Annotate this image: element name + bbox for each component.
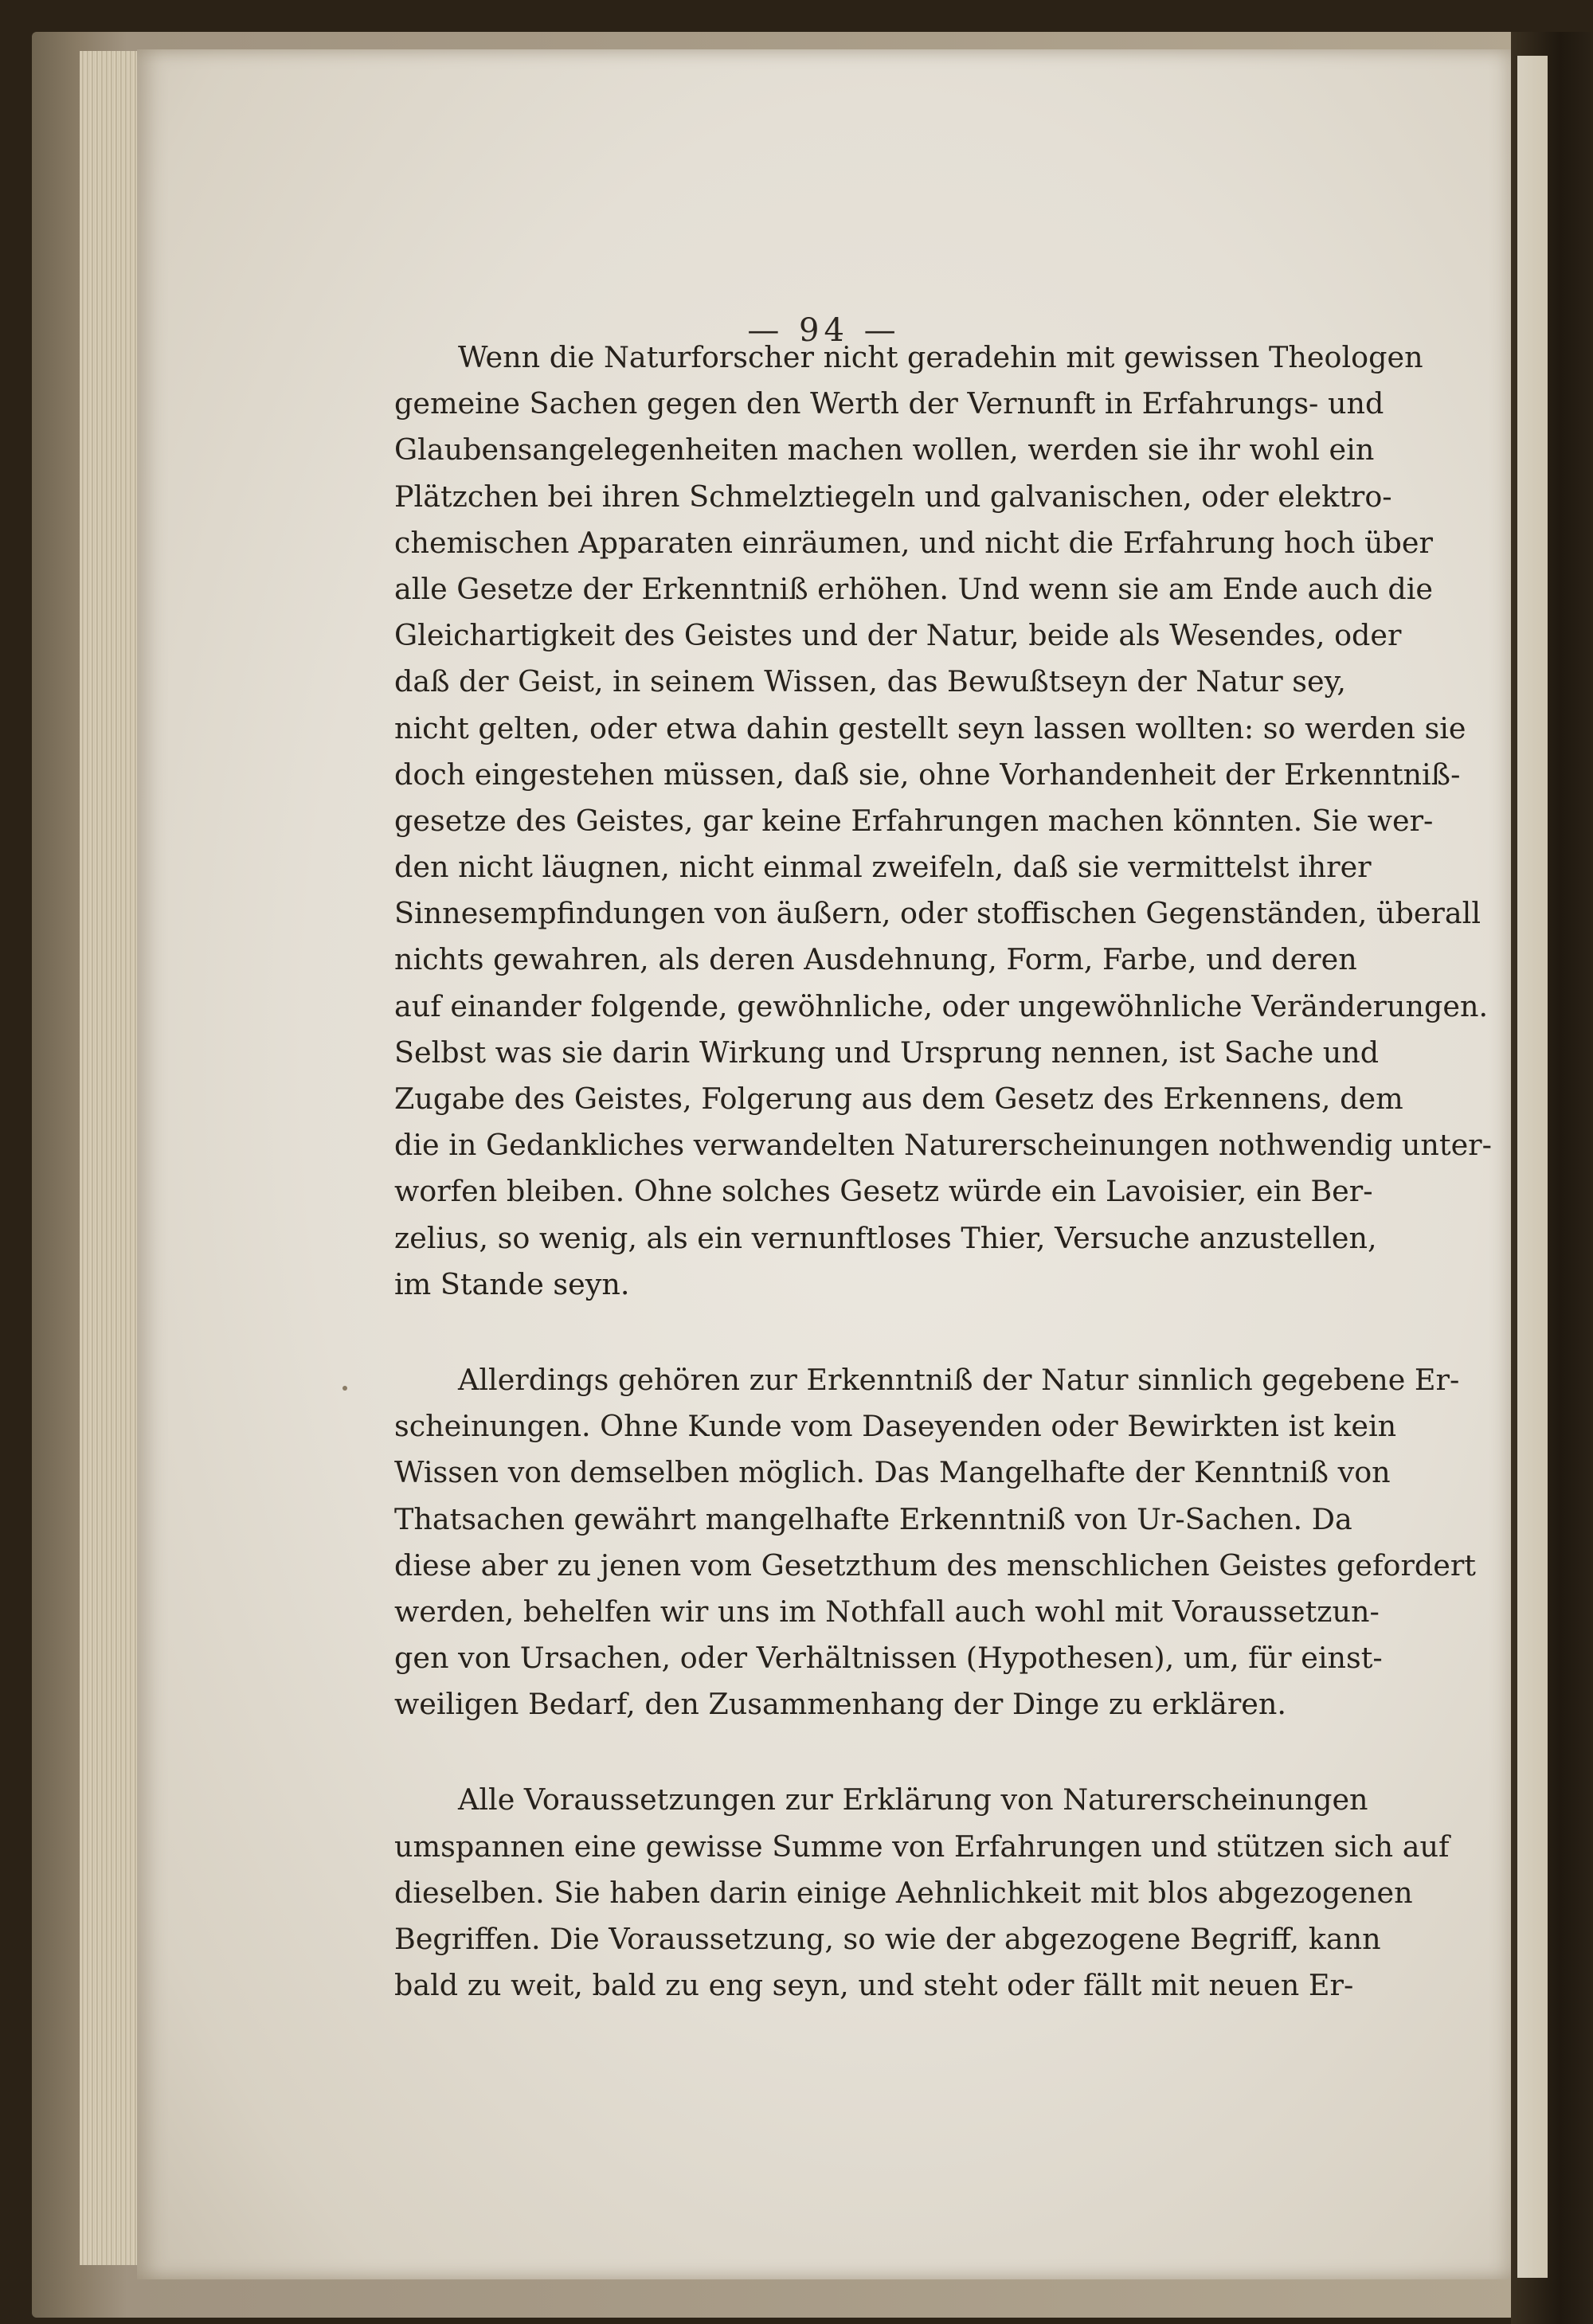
text-line: im Stande seyn. [394, 1266, 630, 1301]
text-line: gen von Ursachen, oder Verhältnissen (Hypothesen), um, für einst- [394, 1641, 1383, 1676]
text-line: den nicht läugnen, nicht einmal zweifeln, daß sie vermittelst ihrer [394, 850, 1372, 885]
text-line: Alle Voraussetzungen zur Erklärung von Naturerscheinungen [458, 1782, 1368, 1817]
text-line: Zugabe des Geistes, Folgerung aus dem Gesetz des Erkennens, dem [394, 1082, 1403, 1116]
text-line: Thatsachen gewährt mangelhafte Erkenntniß von Ur-Sachen. Da [394, 1501, 1352, 1536]
paragraph-gap [394, 1308, 1342, 1357]
text-line: Sinnesempfindungen von äußern, oder stoffischen Gegenständen, überall [394, 896, 1481, 931]
paragraph-gap [394, 1727, 1342, 1777]
body-text [394, 335, 1492, 2009]
paper-spot [342, 1386, 347, 1391]
text-line: diese aber zu jenen vom Gesetzthum des menschlichen Geistes gefordert [394, 1547, 1476, 1583]
text-line: auf einander folgende, gewöhnliche, oder ungewöhnliche Veränderungen. [394, 988, 1489, 1023]
text-line: chemischen Apparaten einräumen, und nicht die Erfahrung hoch über [394, 525, 1433, 560]
text-line: weiligen Bedarf, den Zusammenhang der Dinge zu erklären. [394, 1687, 1286, 1722]
text-line: worfen bleiben. Ohne solches Gesetz würde ein Lavoisier, ein Ber- [394, 1174, 1373, 1209]
text-line: doch eingestehen müssen, daß sie, ohne Vorhandenheit der Erkenntniß- [394, 757, 1461, 792]
text-line: Gleichartigkeit des Geistes und der Natur, beide als Wesendes, oder [394, 618, 1402, 653]
text-line: scheinungen. Ohne Kunde vom Daseyenden oder Bewirkten ist kein [394, 1409, 1397, 1444]
text-line: Plätzchen bei ihren Schmelztiegeln und galvanischen, oder elektro- [394, 479, 1392, 514]
text-line: gesetze des Geistes, gar keine Erfahrungen machen könnten. Sie wer- [394, 803, 1434, 838]
text-line: Allerdings gehören zur Erkenntniß der Natur sinnlich gegebene Er- [458, 1362, 1460, 1397]
text-line: Wissen von demselben möglich. Das Mangelhafte der Kenntniß von [394, 1455, 1391, 1490]
text-line: Begriffen. Die Voraussetzung, so wie der abgezogene Begriff, kann [394, 1922, 1381, 1956]
facing-page-edge [1517, 56, 1548, 2278]
text-line: dieselben. Sie haben darin einige Aehnlichkeit mit blos abgezogenen [394, 1875, 1413, 1910]
text-line: Wenn die Naturforscher nicht geradehin mit gewissen Theologen [458, 340, 1423, 374]
text-line: gemeine Sachen gegen den Werth der Vernunft in Erfahrungs- und [394, 386, 1384, 421]
text-line: umspannen eine gewisse Summe von Erfahrungen und stützen sich auf [394, 1829, 1450, 1864]
text-line: Glaubensangelegenheiten machen wollen, werden sie ihr wohl ein [394, 432, 1375, 468]
text-line: Selbst was sie darin Wirkung und Ursprung nennen, ist Sache und [394, 1035, 1380, 1070]
text-line: daß der Geist, in seinem Wissen, das Bewußtseyn der Natur sey, [394, 664, 1346, 699]
text-line: bald zu weit, bald zu eng seyn, und steht oder fällt mit neuen Er- [394, 1968, 1354, 2003]
text-line: die in Gedankliches verwandelten Naturerscheinungen nothwendig unter- [394, 1128, 1492, 1163]
text-line: nicht gelten, oder etwa dahin gestellt seyn lassen wollten: so werden sie [394, 710, 1466, 745]
text-line: nichts gewahren, als deren Ausdehnung, Form, Farbe, und deren [394, 942, 1357, 977]
text-line: alle Gesetze der Erkenntniß erhöhen. Und wenn sie am Ende auch die [394, 571, 1433, 606]
page-edges [80, 51, 143, 2265]
page-number: — 94 — [747, 312, 901, 349]
text-line: werden, behelfen wir uns im Nothfall auch wohl mit Voraussetzun- [394, 1594, 1380, 1629]
text-line: zelius, so wenig, als ein vernunftloses Thier, Versuche anzustellen, [394, 1220, 1377, 1255]
